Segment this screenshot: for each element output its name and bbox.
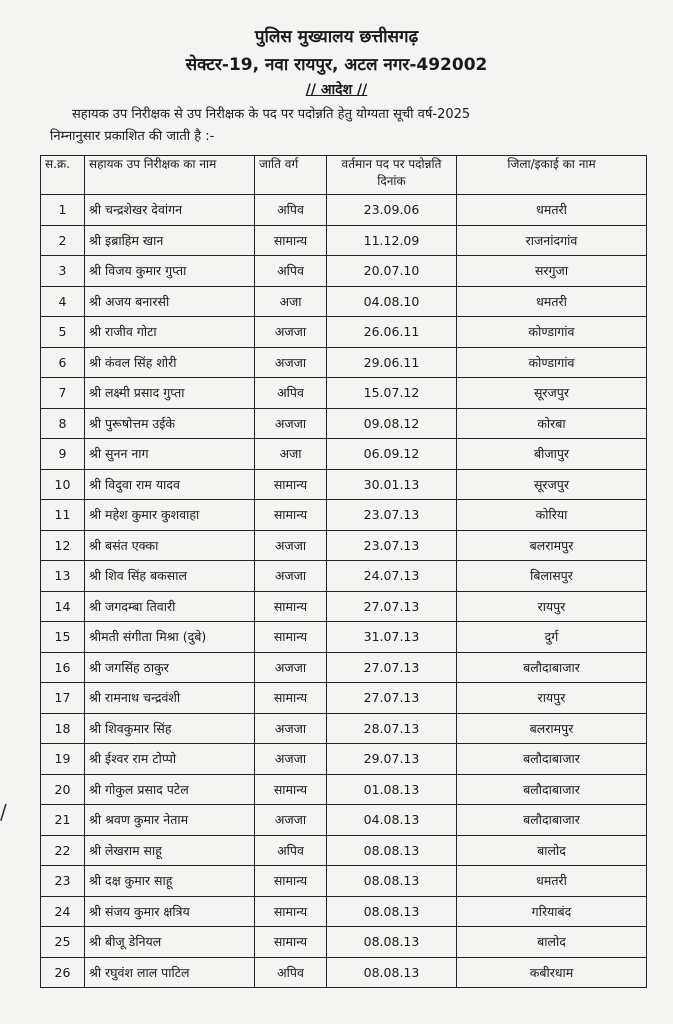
merit-list-table <box>40 155 647 988</box>
cell-date: 15.07.12 <box>327 378 457 409</box>
table-row <box>41 805 647 836</box>
table-row <box>41 500 647 531</box>
cell-name: श्री कंवल सिंह शोरी <box>85 347 255 378</box>
cell-category: सामान्य <box>255 927 327 958</box>
cell-serial: 13 <box>41 561 85 592</box>
cell-district: बलरामपुर <box>457 713 647 744</box>
cell-serial: 10 <box>41 469 85 500</box>
cell-district: सूरजपुर <box>457 378 647 409</box>
cell-category: सामान्य <box>255 866 327 897</box>
table-row <box>41 317 647 348</box>
cell-name: श्री विजय कुमार गुप्ता <box>85 256 255 287</box>
cell-date: 27.07.13 <box>327 683 457 714</box>
table-row <box>41 195 647 226</box>
cell-date: 26.06.11 <box>327 317 457 348</box>
order-title: // आदेश // <box>305 82 368 98</box>
cell-serial: 1 <box>41 195 85 226</box>
cell-serial: 21 <box>41 805 85 836</box>
cell-district: कबीरधाम <box>457 957 647 988</box>
cell-serial: 22 <box>41 835 85 866</box>
cell-category: सामान्य <box>255 500 327 531</box>
table-row <box>41 957 647 988</box>
header-promotion-date: वर्तमान पद पर पदोन्नति दिनांक <box>327 156 457 195</box>
cell-district: बालोद <box>457 835 647 866</box>
cell-date: 04.08.13 <box>327 805 457 836</box>
cell-date: 08.08.13 <box>327 957 457 988</box>
cell-date: 27.07.13 <box>327 591 457 622</box>
cell-serial: 4 <box>41 286 85 317</box>
margin-mark: / <box>0 800 7 824</box>
header-serial: स.क्र. <box>41 156 85 195</box>
cell-district: सूरजपुर <box>457 469 647 500</box>
cell-serial: 19 <box>41 744 85 775</box>
cell-serial: 3 <box>41 256 85 287</box>
cell-district: गरियाबंद <box>457 896 647 927</box>
order-heading <box>0 80 673 99</box>
cell-district: दुर्ग <box>457 622 647 653</box>
cell-category: सामान्य <box>255 683 327 714</box>
cell-category: अजा <box>255 286 327 317</box>
cell-date: 28.07.13 <box>327 713 457 744</box>
cell-date: 08.08.13 <box>327 927 457 958</box>
cell-serial: 2 <box>41 225 85 256</box>
cell-name: श्री श्रवण कुमार नेताम <box>85 805 255 836</box>
header-category: जाति वर्ग <box>255 156 327 195</box>
cell-district: रायपुर <box>457 591 647 622</box>
cell-name: श्री राजीव गोटा <box>85 317 255 348</box>
cell-category: सामान्य <box>255 591 327 622</box>
cell-serial: 5 <box>41 317 85 348</box>
table-row <box>41 896 647 927</box>
cell-category: अपिव <box>255 378 327 409</box>
cell-serial: 20 <box>41 774 85 805</box>
cell-name: श्री बीजू डेनियल <box>85 927 255 958</box>
cell-name: श्री विदुवा राम यादव <box>85 469 255 500</box>
cell-date: 23.07.13 <box>327 500 457 531</box>
cell-category: अपिव <box>255 957 327 988</box>
address-heading: सेक्टर-19, नवा रायपुर, अटल नगर-492002 <box>185 55 488 75</box>
cell-district: कोरिया <box>457 500 647 531</box>
cell-category: अजजा <box>255 347 327 378</box>
table-row <box>41 561 647 592</box>
cell-district: बलौदाबाजार <box>457 774 647 805</box>
cell-category: अजा <box>255 439 327 470</box>
cell-name: श्री शिव सिंह बकसाल <box>85 561 255 592</box>
cell-serial: 12 <box>41 530 85 561</box>
cell-name: श्री ईश्वर राम टोप्पो <box>85 744 255 775</box>
cell-serial: 15 <box>41 622 85 653</box>
cell-district: बिलासपुर <box>457 561 647 592</box>
cell-district: बलौदाबाजार <box>457 805 647 836</box>
cell-district: धमतरी <box>457 286 647 317</box>
cell-district: कोण्डागांव <box>457 317 647 348</box>
cell-serial: 26 <box>41 957 85 988</box>
table-row <box>41 347 647 378</box>
cell-serial: 16 <box>41 652 85 683</box>
cell-date: 08.08.13 <box>327 896 457 927</box>
cell-date: 24.07.13 <box>327 561 457 592</box>
header-name: सहायक उप निरीक्षक का नाम <box>85 156 255 195</box>
cell-serial: 11 <box>41 500 85 531</box>
table-row <box>41 652 647 683</box>
table-row <box>41 866 647 897</box>
intro-line-2: निम्नानुसार प्रकाशित की जाती है :- <box>50 129 215 144</box>
cell-date: 08.08.13 <box>327 835 457 866</box>
cell-category: अजजा <box>255 408 327 439</box>
cell-category: सामान्य <box>255 896 327 927</box>
cell-serial: 8 <box>41 408 85 439</box>
cell-district: बालोद <box>457 927 647 958</box>
table-row <box>41 927 647 958</box>
table-row <box>41 286 647 317</box>
cell-serial: 17 <box>41 683 85 714</box>
cell-date: 06.09.12 <box>327 439 457 470</box>
table-row <box>41 591 647 622</box>
intro-line-1: सहायक उप निरीक्षक से उप निरीक्षक के पद पर पदोन्नति हेतु योग्यता सूची वर्ष-2025 <box>72 107 471 122</box>
cell-category: अजजा <box>255 713 327 744</box>
cell-name: श्री संजय कुमार क्षत्रिय <box>85 896 255 927</box>
cell-serial: 7 <box>41 378 85 409</box>
cell-category: सामान्य <box>255 225 327 256</box>
cell-category: सामान्य <box>255 622 327 653</box>
table-row <box>41 256 647 287</box>
cell-district: कोरबा <box>457 408 647 439</box>
table-row <box>41 774 647 805</box>
cell-serial: 25 <box>41 927 85 958</box>
cell-name: श्री रघुवंश लाल पाटिल <box>85 957 255 988</box>
cell-district: धमतरी <box>457 866 647 897</box>
cell-name: श्री बसंत एक्का <box>85 530 255 561</box>
table-row <box>41 835 647 866</box>
cell-district: रायपुर <box>457 683 647 714</box>
cell-name: श्री चन्द्रशेखर देवांगन <box>85 195 255 226</box>
cell-date: 20.07.10 <box>327 256 457 287</box>
cell-category: अपिव <box>255 835 327 866</box>
cell-district: बलरामपुर <box>457 530 647 561</box>
cell-name: श्री महेश कुमार कुशवाहा <box>85 500 255 531</box>
cell-date: 27.07.13 <box>327 652 457 683</box>
cell-category: अजजा <box>255 652 327 683</box>
cell-date: 08.08.13 <box>327 866 457 897</box>
org-heading: पुलिस मुख्यालय छत्तीसगढ़ <box>254 27 419 47</box>
cell-name: श्री सुनन नाग <box>85 439 255 470</box>
cell-name: श्री लक्ष्मी प्रसाद गुप्ता <box>85 378 255 409</box>
table-row <box>41 713 647 744</box>
table-row <box>41 225 647 256</box>
cell-name: श्री जगदम्बा तिवारी <box>85 591 255 622</box>
cell-district: बलौदाबाजार <box>457 652 647 683</box>
table-row <box>41 439 647 470</box>
cell-serial: 24 <box>41 896 85 927</box>
cell-district: बलौदाबाजार <box>457 744 647 775</box>
cell-category: अजजा <box>255 530 327 561</box>
cell-date: 30.01.13 <box>327 469 457 500</box>
cell-category: अजजा <box>255 561 327 592</box>
cell-date: 29.06.11 <box>327 347 457 378</box>
cell-serial: 23 <box>41 866 85 897</box>
table-header-row <box>41 156 647 195</box>
cell-category: अजजा <box>255 317 327 348</box>
cell-date: 11.12.09 <box>327 225 457 256</box>
cell-name: श्री इब्राहिम खान <box>85 225 255 256</box>
cell-category: सामान्य <box>255 774 327 805</box>
cell-date: 23.09.06 <box>327 195 457 226</box>
cell-serial: 14 <box>41 591 85 622</box>
cell-name: श्री पुरूषोत्तम उईके <box>85 408 255 439</box>
cell-name: श्री रामनाथ चन्द्रवंशी <box>85 683 255 714</box>
header-district: जिला/इकाई का नाम <box>457 156 647 195</box>
cell-date: 31.07.13 <box>327 622 457 653</box>
table-row <box>41 683 647 714</box>
cell-date: 23.07.13 <box>327 530 457 561</box>
cell-category: सामान्य <box>255 469 327 500</box>
table-row <box>41 530 647 561</box>
cell-name: श्री गोकुल प्रसाद पटेल <box>85 774 255 805</box>
cell-district: बीजापुर <box>457 439 647 470</box>
cell-serial: 18 <box>41 713 85 744</box>
cell-category: अजजा <box>255 744 327 775</box>
cell-serial: 9 <box>41 439 85 470</box>
cell-district: कोण्डागांव <box>457 347 647 378</box>
cell-name: श्री अजय बनारसी <box>85 286 255 317</box>
cell-district: धमतरी <box>457 195 647 226</box>
cell-name: श्री लेखराम साहू <box>85 835 255 866</box>
table-row <box>41 408 647 439</box>
cell-name: श्रीमती संगीता मिश्रा (दुबे) <box>85 622 255 653</box>
cell-date: 04.08.10 <box>327 286 457 317</box>
cell-date: 01.08.13 <box>327 774 457 805</box>
cell-name: श्री शिवकुमार सिंह <box>85 713 255 744</box>
cell-district: सरगुजा <box>457 256 647 287</box>
cell-serial: 6 <box>41 347 85 378</box>
cell-name: श्री जगसिंह ठाकुर <box>85 652 255 683</box>
cell-category: अजजा <box>255 805 327 836</box>
cell-category: अपिव <box>255 195 327 226</box>
cell-category: अपिव <box>255 256 327 287</box>
cell-date: 29.07.13 <box>327 744 457 775</box>
table-row <box>41 744 647 775</box>
cell-district: राजनांदगांव <box>457 225 647 256</box>
cell-date: 09.08.12 <box>327 408 457 439</box>
table-row <box>41 469 647 500</box>
table-row <box>41 622 647 653</box>
cell-name: श्री दक्ष कुमार साहू <box>85 866 255 897</box>
table-row <box>41 378 647 409</box>
